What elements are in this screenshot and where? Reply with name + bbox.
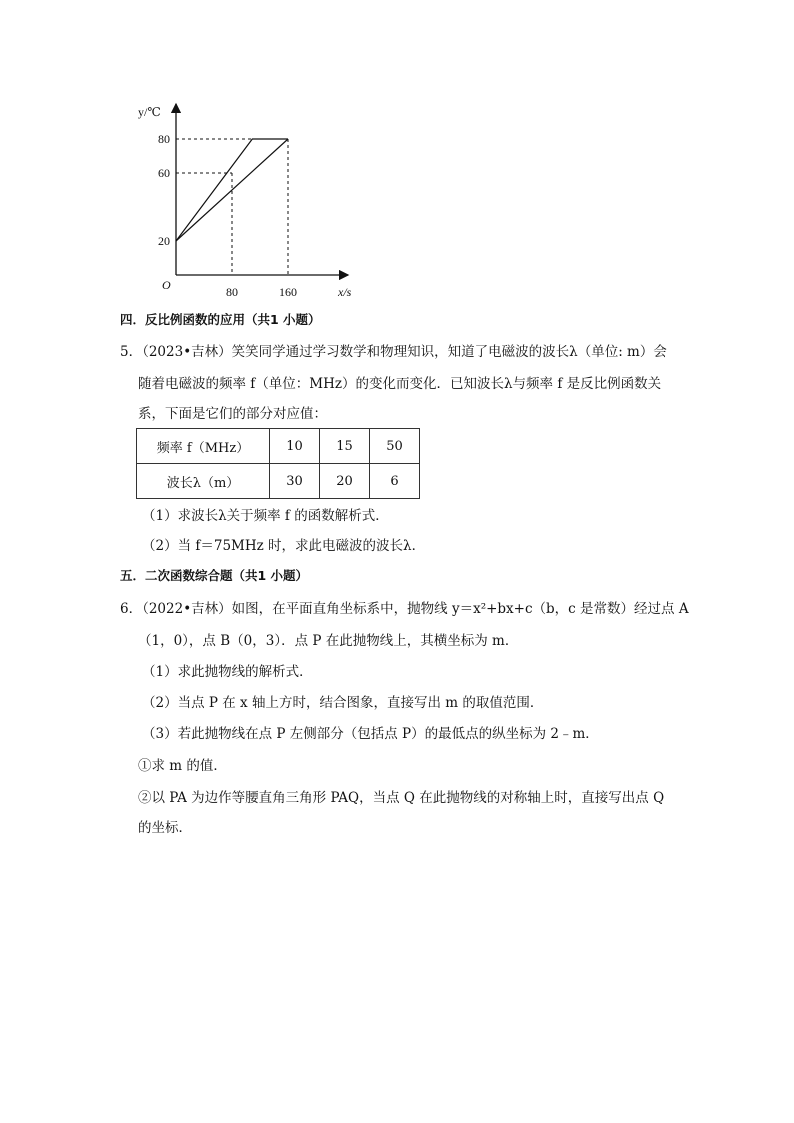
q6-sub1: （1）求此抛物线的解析式． xyxy=(142,664,313,680)
y-tick-20: 20 xyxy=(158,234,170,248)
table-cell: 50 xyxy=(370,429,420,464)
table-cell: 30 xyxy=(270,464,320,499)
q5-line1: 5．（2023•吉林）笑笑同学通过学习数学和物理知识，知道了电磁波的波长λ（单位: m）会 xyxy=(120,344,667,360)
table-row xyxy=(137,464,420,499)
section5-title: 五．二次函数综合题（共1 小题） xyxy=(120,568,309,583)
y-axis-label: y/℃ xyxy=(138,105,161,119)
q5-line2: 随着电磁波的频率 f（单位：MHz）的变化而变化．已知波长λ与频率 f 是反比例函数关 xyxy=(138,376,662,392)
x-axis-label: x/s xyxy=(338,285,352,299)
q6-item2-cont: 的坐标． xyxy=(138,820,192,836)
table-header-frequency: 频率 f（MHz） xyxy=(137,429,270,464)
q6-sub2: （2）当点 P 在 x 轴上方时，结合图象，直接写出 m 的取值范围． xyxy=(142,695,544,711)
table-header-wavelength: 波长λ（m） xyxy=(137,464,270,499)
x-tick-80: 80 xyxy=(226,285,238,299)
q6-sub3: （3）若此抛物线在点 P 左侧部分（包括点 P）的最低点的纵坐标为 2﹣m． xyxy=(142,726,599,742)
q6-line2: （1，0），点 B（0，3）．点 P 在此抛物线上，其横坐标为 m． xyxy=(138,633,519,649)
y-tick-60: 60 xyxy=(158,166,170,180)
q6-item1: ①求 m 的值． xyxy=(138,758,227,774)
table-row xyxy=(137,429,420,464)
q5-sub1: （1）求波长λ关于频率 f 的函数解析式． xyxy=(142,508,389,524)
temperature-time-graph xyxy=(128,98,368,308)
frequency-wavelength-table xyxy=(136,428,420,499)
q6-item2: ②以 PA 为边作等腰直角三角形 PAQ，当点 Q 在此抛物线的对称轴上时，直接写出点 Q xyxy=(138,790,665,806)
q6-line1: 6．（2022•吉林）如图，在平面直角坐标系中，抛物线 y＝x²+bx+c（b，c 是常数）经过点 A xyxy=(120,601,689,617)
table-cell: 10 xyxy=(270,429,320,464)
table-cell: 6 xyxy=(370,464,420,499)
section4-title: 四．反比例函数的应用（共1 小题） xyxy=(120,312,321,327)
series-line-slow xyxy=(176,139,288,241)
x-tick-160: 160 xyxy=(279,285,297,299)
table-cell: 15 xyxy=(320,429,370,464)
graph-svg xyxy=(128,98,368,308)
table-cell: 20 xyxy=(320,464,370,499)
origin-label: O xyxy=(162,278,171,292)
y-tick-80: 80 xyxy=(158,132,170,146)
q5-line3: 系，下面是它们的部分对应值： xyxy=(138,406,327,422)
q5-sub2: （2）当 f＝75MHz 时，求此电磁波的波长λ． xyxy=(142,538,426,554)
